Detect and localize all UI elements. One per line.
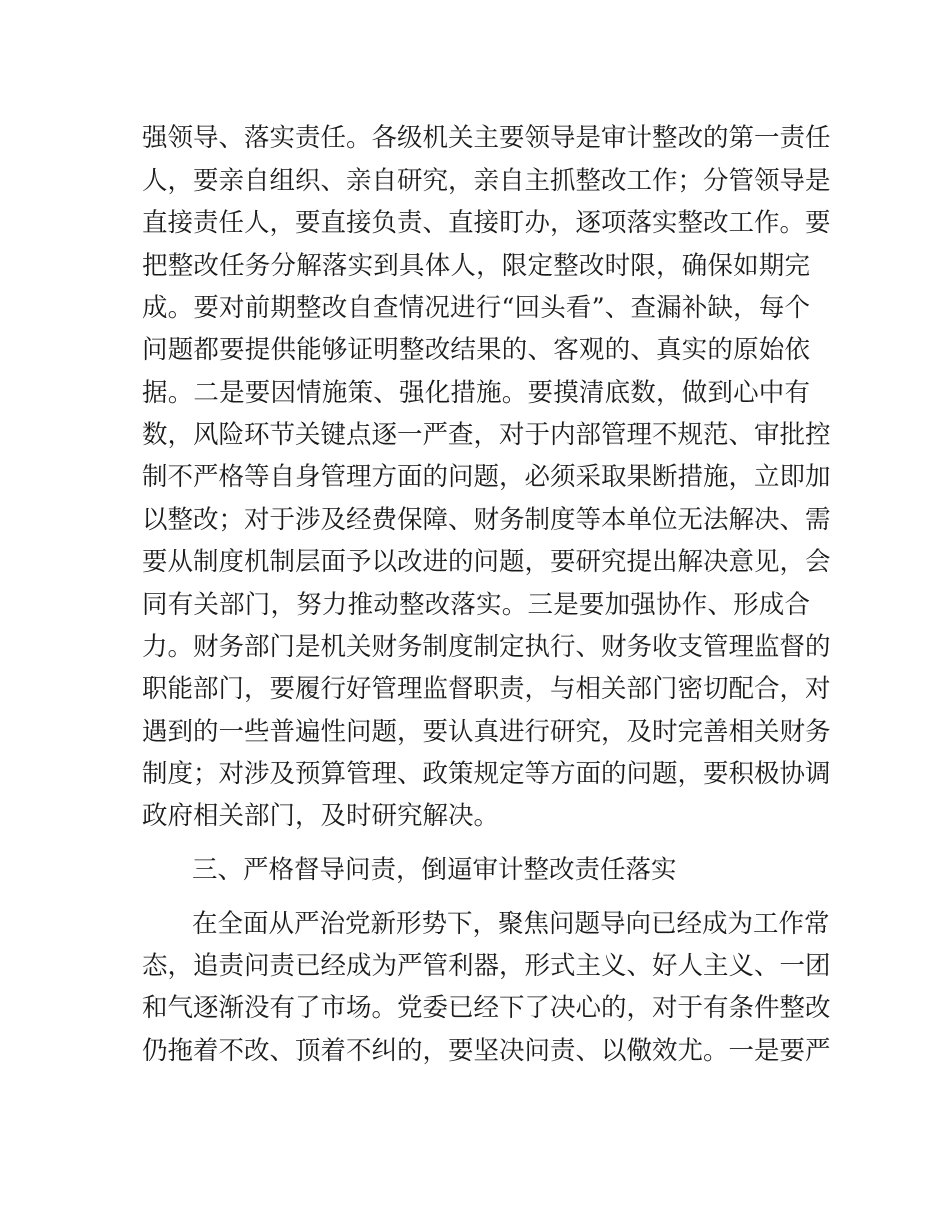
body-line: 问题都要提供能够证明整改结果的、客观的、真实的原始依 [142,335,810,365]
paragraph-line: 和气逐渐没有了市场。党委已经下了决心的，对于有条件整改 [142,993,831,1023]
body-line: 职能部门，要履行好管理监督职责，与相关部门密切配合，对 [142,674,831,704]
body-line: 制不严格等自身管理方面的问题，必须采取果断措施，立即加 [142,462,831,492]
section-heading: 三、严格督导问责，倒逼审计整改责任落实 [192,855,677,885]
body-line: 要从制度机制层面予以改进的问题，要研究提出解决意见，会 [142,547,831,577]
body-line: 直接责任人，要直接负责、直接盯办，逐项落实整改工作。要 [142,208,831,238]
body-line: 以整改；对于涉及经费保障、财务制度等本单位无法解决、需 [142,505,831,535]
body-line: 遇到的一些普遍性问题，要认真进行研究，及时完善相关财务 [142,717,831,747]
body-line: 同有关部门，努力推动整改落实。三是要加强协作、形成合 [142,590,810,620]
body-line: 制度；对涉及预算管理、政策规定等方面的问题，要积极协调 [142,759,831,789]
body-line: 人，要亲自组织、亲自研究，亲自主抓整改工作；分管领导是 [142,166,831,196]
paragraph-line: 仍拖着不改、顶着不纠的，要坚决问责、以儆效尤。一是要严 [142,1036,831,1066]
paragraph-line: 态，追责问责已经成为严管利器，形式主义、好人主义、一团 [142,951,831,981]
body-line: 成。要对前期整改自查情况进行“回头看”、查漏补缺，每个 [142,293,810,323]
body-line: 力。财务部门是机关财务制度制定执行、财务收支管理监督的 [142,632,831,662]
paragraph-line: 在全面从严治党新形势下，聚焦问题导向已经成为工作常 [192,909,830,939]
body-line: 强领导、落实责任。各级机关主要领导是审计整改的第一责任 [142,123,831,153]
body-line: 政府相关部门，及时研究解决。 [142,801,500,831]
body-line: 数，风险环节关键点逐一严查，对于内部管理不规范、审批控 [142,420,831,450]
body-line: 把整改任务分解落实到具体人，限定整改时限，确保如期完 [142,251,810,281]
body-line: 据。二是要因情施策、强化措施。要摸清底数，做到心中有 [142,378,810,408]
